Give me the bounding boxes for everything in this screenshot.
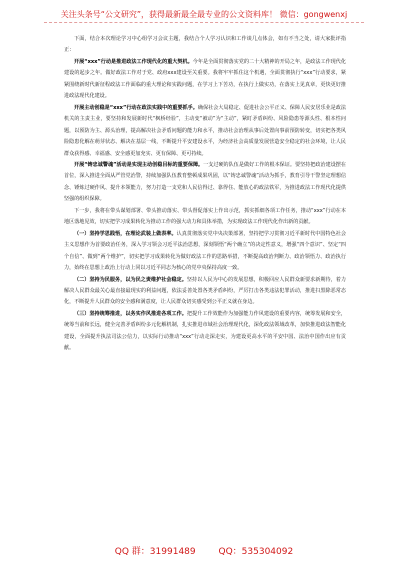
- paragraph-text: 下一步，我将在带头谋划部署、带头推动落实、带头督促落实上作出示范，抓实抓细各项工作任务，推动“xxx”行动在本地区落地见效，切实把学习成果转化为推动工作的强大动力和具体举措，为实现政法工作现代化作出新的贡献。: [64, 207, 346, 226]
- paragraph-text: 今年是全面贯彻落实党的二十大精神的开局之年，是政法工作现代化建设的起步之年。做好政法工作对于党、政府xxx建设至关重要。我将牢牢抓住这个机遇，全面贯彻执行“xxx”行动要求，紧紧围绕新时代新征程政法工作面临的重大理论和实践问题，在学习上下苦功，在执行上做实功，在落实上见真章，更快更好推进政法现代化建设。: [64, 58, 346, 100]
- paragraph: [64, 206, 346, 229]
- paragraph-text: 坚持以人民为中心的发展思想，积极回应人民群众新要求新期待，着力解决人民群众最关心最直接最现实的利益问题，依法妥善处置各类矛盾纠纷，严厉打击各类违法犯罪活动，推进扫黑除恶常态化，不断提升人民群众的安全感和满意度，让人民群众切实感受到公平正义就在身边。: [64, 276, 346, 306]
- paragraph: [64, 275, 346, 309]
- paragraph-lead: （三）坚持统筹推进，以务实作风推进各项工作。: [74, 310, 187, 317]
- paragraph-text: 确保社会大局稳定、促进社会公平正义、保障人民安居乐业是政法机关的主责主业，要坚持和发展新时代“枫桥经验”，主动变“被动”为“主动”，紧盯矛盾纠纷、风险隐患等源头性、根本性问题，以预防为主、源头治理，提高解决社会矛盾问题的能力和水平，推动社会治理从事后处置向事前预防转变，切实把各类风险隐患化解在萌芽状态、解决在基层一线，不断提升平安建设水平，为经济社会高质量发展营造安全稳定的社会环境，让人民群众获得感、幸福感、安全感更加充实、更有保障、更可持续。: [64, 104, 346, 157]
- paragraph: [64, 160, 346, 206]
- paragraph-lead: 开展“铸忠诚警魂”活动是实现主动创稳目标的重要保障。: [74, 161, 204, 168]
- document-body: [64, 34, 346, 534]
- paragraph-text: 把提升工作效能作为加强能力作风建设的重要内容，统筹发展和安全，统筹当前和长远，健全完善矛盾纠纷多元化解机制，扎实推进市域社会治理现代化，深化政法领域改革，加快推进政法智能化建设，全面提升执法司法公信力，以实际行动推动“xxx”行动走深走实，为建设更高水平的平安中国、法治中国作出应有贡献。: [64, 310, 346, 352]
- qq-number: QQ：535304092: [218, 547, 294, 557]
- paragraph-lead: 开展主动创稳是“xxx”行动在政法实践中的重要抓手。: [74, 104, 198, 111]
- paragraph-lead: 开展“xxx”行动是推进政法工作现代化的重大契机。: [74, 58, 193, 65]
- contact-footer: [0, 545, 408, 559]
- paragraph: [64, 229, 346, 275]
- paragraph: [64, 34, 346, 57]
- paragraph: [64, 309, 346, 355]
- paragraph: [64, 103, 346, 160]
- paragraph-text: 下面，结合本次理论学习中心组学习会议主题，我结合个人学习认识和工作谈几点体会，如有不当之处，请大家批评指正：: [64, 36, 346, 54]
- qq-group-number: QQ 群：31991489: [114, 547, 196, 557]
- paragraph-text: 认真贯彻落实党中央决策部署，坚持把学习贯彻习近平新时代中国特色社会主义思想作为首要政治任务，深入学习领会习近平法治思想，深刻领悟“两个确立”的决定性意义，增强“四个意识”、坚定“四个自信”、做到“两个维护”，切实把学习成果转化为做好政法工作的思路举措，不断提高政治判断力、政治领悟力、政治执行力，始终在思想上政治上行动上同以习近平同志为核心的党中央保持高度一致。: [64, 230, 346, 272]
- paragraph-text: 一支过硬的队伍是做好工作的根本保证。要坚持把政治建设摆在首位，深入推进全面从严管党治警，持续加强队伍教育整顿成果巩固，以“铸忠诚警魂”活动为抓手，教育引导干警坚定理想信念、锤炼过硬作风、提升本领能力，努力打造一支党和人民信得过、靠得住、能放心的政法铁军，为推进政法工作现代化提供坚强的组织保障。: [64, 161, 346, 203]
- promo-banner: 关注头条号“公文研究”，获得最新最全最专业的公文资料库！ 微信：gongwenxj: [44, 8, 364, 23]
- paragraph-lead: （二）坚持为民服务，以为民之责维护社会稳定。: [74, 276, 187, 283]
- paragraph: [64, 57, 346, 103]
- paragraph-lead: （一）坚持学思践悟，在理论武装上做表率。: [74, 230, 177, 237]
